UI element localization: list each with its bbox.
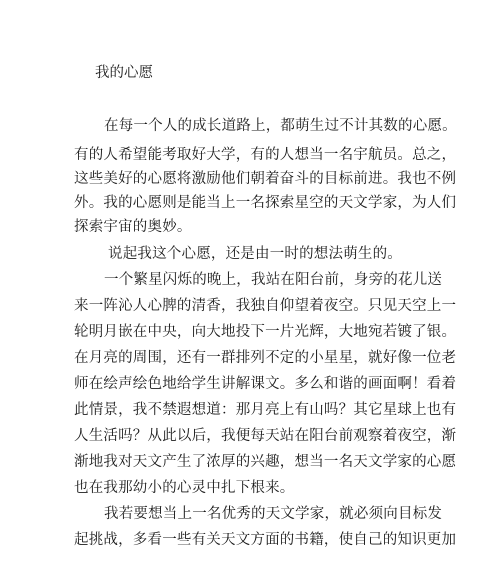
text-line: 在月亮的周围，还有一群排列不定的小星星，就好像一位老 xyxy=(74,350,457,366)
text-line: 起挑战，多看一些有关天文方面的书籍，使自己的知识更加 xyxy=(74,532,457,548)
text-line: 探索宇宙的奥妙。 xyxy=(74,219,192,235)
document-title: 我的心愿 xyxy=(95,65,153,81)
text-line: 来一阵沁人心脾的清香，我独自仰望着夜空。只见天空上一 xyxy=(74,298,457,314)
text-line: 师在绘声绘色地给学生讲解课文。多么和谐的画面啊！看着 xyxy=(74,376,457,392)
text-line: 人生活吗？从此以后，我便每天站在阳台前观察着夜空，渐 xyxy=(74,428,457,444)
text-line: 一个繁星闪烁的晚上，我站在阳台前，身旁的花儿送 xyxy=(104,272,443,288)
text-line: 在每一个人的成长道路上，都萌生过不计其数的心愿。 xyxy=(104,118,457,134)
text-line: 这些美好的心愿将激励他们朝着奋斗的目标前进。我也不例 xyxy=(74,171,457,187)
text-line: 有的人希望能考取好大学，有的人想当一名宇航员。总之， xyxy=(74,147,457,163)
text-line: 渐地我对天文产生了浓厚的兴趣，想当一名天文学家的心愿 xyxy=(74,454,457,470)
text-line: 轮明月嵌在中央，向大地投下一片光辉，大地宛若镀了银。 xyxy=(74,324,457,340)
text-line: 说起我这个心愿，还是由一时的想法萌生的。 xyxy=(108,246,402,262)
text-line: 此情景，我不禁遐想道：那月亮上有山吗？其它星球上也有 xyxy=(74,402,457,418)
text-line: 我若要想当上一名优秀的天文学家，就必须向目标发 xyxy=(104,506,443,522)
text-line: 也在我那幼小的心灵中扎下根来。 xyxy=(74,480,295,496)
text-line: 外。我的心愿则是能当上一名探索星空的天文学家，为人们 xyxy=(74,195,457,211)
